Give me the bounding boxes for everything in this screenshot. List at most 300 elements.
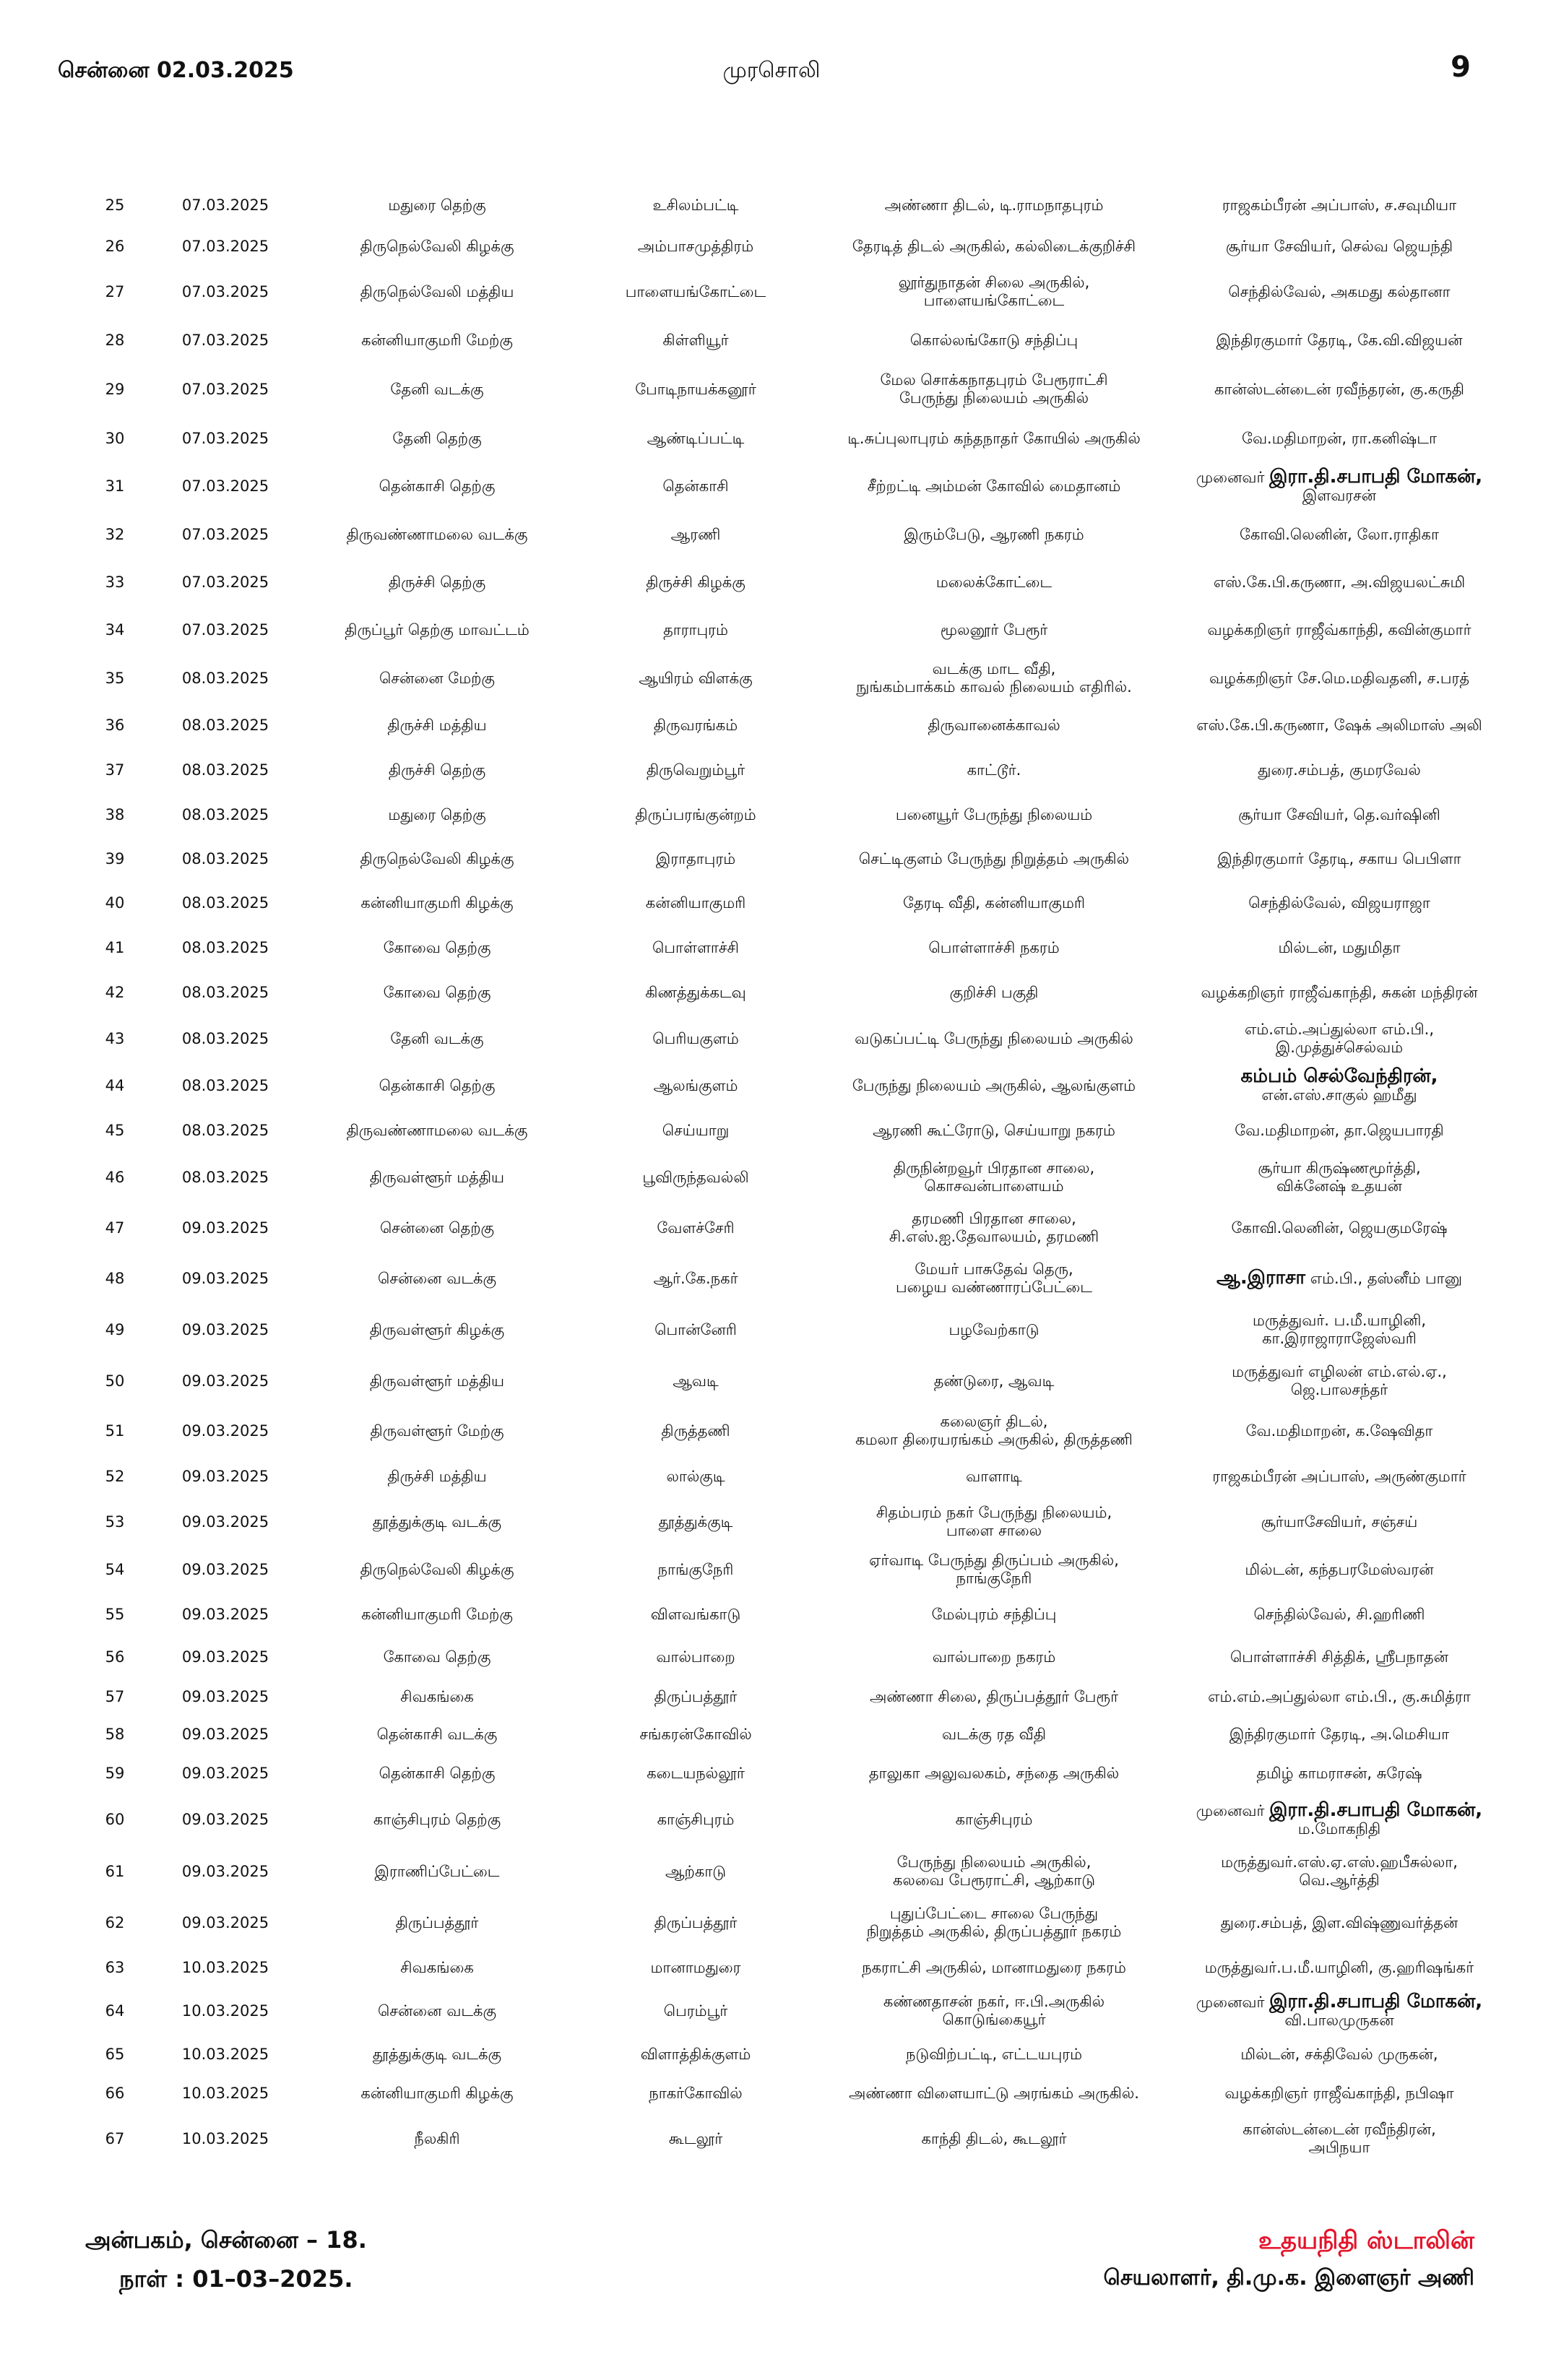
row-date: 07.03.2025 [181,196,269,214]
row-venue-line: மேல சொக்கநாதபுரம் பேரூராட்சி [880,371,1108,389]
row-speakers-line: வே.மதிமாறன், தா.ஜெயபாரதி [1235,1121,1444,1139]
row-district: திருநெல்வேலி மத்திய [360,282,514,300]
row-speakers-line: மில்டன், கந்தபரமேஸ்வரன் [1245,1560,1434,1578]
table-row [79,970,1508,1015]
row-number: 66 [105,2084,125,2102]
row-district: தென்காசி தெற்கு [379,1076,496,1094]
row-district: திருச்சி தெற்கு [388,573,486,591]
row-venue-line: சி.எஸ்.ஐ.தேவாலயம், தரமணி [889,1228,1099,1245]
row-speakers-line: சூர்யா கிருஷ்ணமூர்த்தி, [1258,1159,1421,1177]
table-row [79,606,1508,654]
row-venue [818,1063,1170,1109]
row-place: செய்யாறு [662,1121,730,1139]
row-speakers-line: வழக்கறிஞர் ராஜீவ்காந்தி, சுகன் மந்திரன் [1201,983,1478,1001]
row-date: 10.03.2025 [181,2045,269,2063]
row-venue [818,654,1170,703]
row-venue-line: இரும்பேடு, ஆரணி நகரம் [904,525,1084,543]
row-district: தேனி தெற்கு [392,429,482,447]
row-place: பொள்ளாச்சி [652,938,739,956]
row-speakers-line: ம.மோகநிதி [1297,1819,1381,1838]
table-row [79,1356,1508,1406]
row-venue-line: புதுப்பேட்டை சாலை பேருந்து [889,1905,1099,1922]
row-place: லால்குடி [666,1467,725,1485]
row-speakers-line: முனைவர் இரா.தி.சபாபதி மோகன், [1196,1990,1483,2012]
row-speakers-line: கான்ஸ்டன்டைன் ரவீந்தரன், கு.கருதி [1214,380,1464,398]
row-date: 07.03.2025 [181,620,269,639]
row-date: 10.03.2025 [181,2002,269,2020]
row-district: திருவள்ளூர் மத்திய [369,1372,505,1390]
row-speakers-line: கோவி.லெனின், ஜெயகுமரேஷ் [1231,1219,1448,1237]
table-row [79,226,1508,267]
row-place: விளவங்காடு [650,1605,741,1623]
row-place: தூத்துக்குடி [658,1513,733,1531]
table-row [79,1715,1508,1753]
table-row [79,1948,1508,1987]
row-date: 09.03.2025 [181,1269,269,1287]
row-place: போடிநாயக்கனூர் [635,380,756,398]
row-date: 08.03.2025 [181,1121,269,1139]
signatory-name: உதயநிதி ஸ்டாலின் [1258,2226,1474,2255]
row-venue-line: பேருந்து நிலையம் அருகில், ஆலங்குளம் [852,1076,1136,1094]
table-row [79,1987,1508,2035]
row-speakers [1170,1636,1508,1678]
row-place: நாங்குநேரி [657,1560,734,1578]
row-district: கன்னியாகுமரி கிழக்கு [360,2084,514,2102]
row-speakers-line: கம்பம் செல்வேந்திரன், [1240,1065,1438,1087]
row-district: கன்னியாகுமரி மேற்கு [361,1605,513,1623]
row-venue [818,2074,1170,2113]
row-speakers-line: கோவி.லெனின், லோ.ராதிகா [1240,525,1439,543]
table-row [79,703,1508,748]
row-speakers [1170,1253,1508,1304]
row-number: 27 [105,282,125,300]
row-date: 08.03.2025 [181,1029,269,1047]
row-district: சென்னை வடக்கு [377,1269,497,1287]
row-date: 07.03.2025 [181,477,269,495]
row-date: 07.03.2025 [181,573,269,591]
newspaper-name: முரசொலி [722,58,821,83]
row-place: கிணத்துக்கடவு [645,983,746,1001]
row-number: 36 [105,716,125,734]
row-number: 30 [105,429,125,447]
table-row [79,2113,1508,2165]
row-venue-line: லூர்துநாதன் சிலை அருகில், [898,274,1090,291]
row-speakers-line: எம்.எம்.அப்துல்லா எம்.பி., [1244,1021,1435,1038]
row-speakers [1170,1593,1508,1636]
row-place: திருத்தணி [661,1421,730,1440]
row-venue [818,462,1170,511]
row-number: 40 [105,893,125,912]
row-speakers-line: செந்தில்வேல், விஜயராஜா [1248,893,1430,912]
row-date: 09.03.2025 [181,1913,269,1931]
row-date: 10.03.2025 [181,2084,269,2102]
row-place: திருப்பத்தூர் [654,1913,738,1931]
row-venue-line: வால்பாறை நகரம் [932,1648,1056,1666]
row-district: சிவகங்கை [400,1687,474,1705]
row-date: 08.03.2025 [181,669,269,687]
row-district: தென்காசி தெற்கு [379,477,496,495]
row-date: 07.03.2025 [181,380,269,398]
row-number: 47 [105,1219,125,1237]
row-speakers-line: மருத்துவர்.எஸ்.ஏ.எஸ்.ஹபீசுல்லா, [1221,1853,1458,1871]
row-place: திருவரங்கம் [653,716,738,734]
row-venue-line: அண்ணா சிலை, திருப்பத்தூர் பேரூர் [869,1687,1119,1705]
row-venue-line: தாலுகா அலுவலகம், சந்தை அருகில் [868,1764,1120,1782]
row-speakers-line: மருத்துவர். ப.மீ.யாழினி, [1252,1312,1427,1329]
row-district: காஞ்சிபுரம் தெற்கு [373,1810,501,1828]
row-date: 09.03.2025 [181,1648,269,1666]
row-speakers [1170,1793,1508,1845]
row-venue-line: மேயர் பாசுதேவ் தெரு, [915,1260,1073,1278]
row-district: தூத்துக்குடி வடக்கு [372,1513,502,1531]
row-place: இராதாபுரம் [655,849,736,867]
row-venue [818,415,1170,462]
row-date: 09.03.2025 [181,1219,269,1237]
row-date: 08.03.2025 [181,1076,269,1094]
row-venue [818,792,1170,837]
row-date: 07.03.2025 [181,525,269,543]
row-venue [818,1793,1170,1845]
row-speakers-line: மில்டன், மதுமிதா [1278,938,1401,956]
row-number: 58 [105,1725,125,1743]
row-venue [818,1546,1170,1593]
row-speakers-line: மருத்துவர்.ப.மீ.யாழினி, கு.ஹரிஷங்கர் [1204,1958,1474,1976]
row-district: கன்னியாகுமரி கிழக்கு [360,893,514,912]
row-speakers [1170,363,1508,415]
row-number: 33 [105,573,125,591]
row-number: 46 [105,1168,125,1186]
row-venue [818,1636,1170,1678]
row-place: சங்கரன்கோவில் [639,1725,752,1743]
row-district: திருச்சி மத்திய [387,1467,487,1485]
row-venue-line: தேரடி வீதி, கன்னியாகுமரி [903,893,1085,912]
row-venue-line: ஆரணி கூட்ரோடு, செய்யாறு நகரம் [873,1121,1115,1139]
row-number: 48 [105,1269,125,1287]
row-speakers-line: பொள்ளாச்சி சித்திக், ஸ்ரீபநாதன் [1229,1648,1449,1666]
row-venue-line: வடக்கு ரத வீதி [942,1725,1046,1743]
row-date: 09.03.2025 [181,1687,269,1705]
row-venue [818,1304,1170,1356]
row-district: திருவள்ளூர் மேற்கு [370,1421,504,1440]
row-speakers [1170,1455,1508,1497]
row-place: ஆண்டிப்பட்டி [647,429,745,447]
row-place: திருச்சி கிழக்கு [646,573,745,591]
row-venue [818,1406,1170,1455]
table-row [79,1015,1508,1063]
table-row [79,1109,1508,1152]
row-district: சென்னை மேற்கு [379,669,495,687]
row-venue [818,703,1170,748]
row-venue-line: கொசவன்பாளையம் [924,1177,1064,1195]
row-speakers [1170,748,1508,792]
row-place: ஆவடி [673,1372,719,1390]
table-row [79,1845,1508,1897]
row-speakers [1170,1356,1508,1406]
row-speakers-line: வி.பாலமுருகன் [1284,2011,1394,2029]
footer-address: அன்பகம், சென்னை – 18. [85,2226,367,2254]
row-venue [818,925,1170,970]
row-venue [818,1897,1170,1948]
row-number: 59 [105,1764,125,1782]
row-number: 50 [105,1372,125,1390]
row-number: 32 [105,525,125,543]
row-venue [818,2035,1170,2074]
row-date: 07.03.2025 [181,429,269,447]
row-speakers-line: வெ.ஆர்த்தி [1299,1871,1380,1889]
table-row [79,1546,1508,1593]
row-venue-line: நகராட்சி அருகில், மானாமதுரை நகரம் [862,1958,1126,1976]
table-row [79,1455,1508,1497]
row-speakers [1170,703,1508,748]
row-speakers [1170,925,1508,970]
table-row [79,267,1508,317]
row-date: 08.03.2025 [181,893,269,912]
row-venue [818,2113,1170,2165]
signatory-title: செயலாளர், தி.மு.க. இளைஞர் அணி [1103,2265,1474,2290]
row-venue [818,511,1170,558]
row-speakers [1170,1678,1508,1715]
row-venue [818,1152,1170,1203]
row-date: 09.03.2025 [181,1372,269,1390]
row-speakers [1170,792,1508,837]
row-place: பூவிருந்தவல்லி [642,1168,749,1186]
row-district: மதுரை தெற்கு [388,196,486,214]
row-speakers [1170,317,1508,363]
table-row [79,748,1508,792]
table-row [79,880,1508,925]
row-speakers [1170,1304,1508,1356]
row-speakers-line: வே.மதிமாறன், க.ஷேவிதா [1245,1421,1433,1440]
row-number: 45 [105,1121,125,1139]
row-venue-line: காட்டூர். [967,761,1021,779]
row-number: 44 [105,1076,125,1094]
row-place: பெரம்பூர் [663,2002,728,2020]
row-number: 55 [105,1605,125,1623]
row-speakers [1170,880,1508,925]
row-venue [818,837,1170,880]
row-speakers-line: இந்திரகுமார் தேரடி, சகாய பெபிளா [1217,849,1461,867]
row-speakers-line: சூர்யா சேவியர், தெ.வர்ஷினி [1238,805,1440,823]
row-speakers-line: முனைவர் இரா.தி.சபாபதி மோகன், [1196,1799,1483,1821]
table-row [79,1793,1508,1845]
row-place: அம்பாசமுத்திரம் [637,237,754,255]
row-place: உசிலம்பட்டி [652,196,739,214]
row-speakers [1170,511,1508,558]
row-district: திருப்பூர் தெற்கு மாவட்டம் [345,620,530,639]
row-speakers [1170,1753,1508,1793]
row-speakers-line: முனைவர் இரா.தி.சபாபதி மோகன், [1196,465,1483,488]
row-number: 37 [105,761,125,779]
row-venue-line: கொல்லங்கோடு சந்திப்பு [909,331,1079,349]
table-row [79,462,1508,511]
table-row [79,1636,1508,1678]
page-number: 9 [1451,51,1471,84]
row-venue-line: வடக்கு மாட வீதி, [932,660,1056,678]
row-number: 25 [105,196,125,214]
row-date: 09.03.2025 [181,1810,269,1828]
row-speakers [1170,1152,1508,1203]
row-venue-line: தேரடித் திடல் அருகில், கல்லிடைக்குறிச்சி [852,237,1136,255]
row-district: திருநெல்வேலி கிழக்கு [360,1560,514,1578]
row-speakers [1170,184,1508,226]
row-district: கோவை தெற்கு [383,983,491,1001]
row-speakers-line: செந்தில்வேல், அகமது கல்தானா [1228,282,1451,300]
row-date: 09.03.2025 [181,1320,269,1338]
row-venue [818,1497,1170,1546]
row-venue-line: மலைக்கோட்டை [935,573,1053,591]
row-venue-line: காஞ்சிபுரம் [955,1810,1033,1828]
row-number: 67 [105,2129,125,2147]
row-speakers-line: இந்திரகுமார் தேரடி, அ.மெசியா [1229,1725,1450,1743]
row-district: திருச்சி தெற்கு [388,761,486,779]
row-speakers-line: அபிநயா [1308,2139,1370,2156]
row-speakers-line: ஜெ.பாலசந்தர் [1290,1381,1388,1398]
row-date: 09.03.2025 [181,1467,269,1485]
row-district: மதுரை தெற்கு [388,805,486,823]
table-row [79,1203,1508,1253]
row-venue-line: பேருந்து நிலையம் அருகில், [896,1853,1092,1871]
row-venue-line: நடுவிற்பட்டி, எட்டயபுரம் [905,2045,1082,2063]
row-date: 07.03.2025 [181,331,269,349]
row-date: 09.03.2025 [181,1862,269,1880]
row-venue [818,1253,1170,1304]
row-venue-line: நுங்கம்பாக்கம் காவல் நிலையம் எதிரில். [856,678,1132,696]
row-venue-line: பொள்ளாச்சி நகரம் [928,938,1060,956]
row-venue [818,1593,1170,1636]
row-district: திருவள்ளூர் மத்திய [369,1168,505,1186]
row-speakers-line: ஆ.இராசா எம்.பி., தஸ்னீம் பானு [1216,1267,1462,1289]
row-venue [818,1455,1170,1497]
row-place: கடையநல்லூர் [647,1764,745,1782]
row-place: பாளையங்கோட்டை [625,282,766,300]
row-speakers-line: செந்தில்வேல், சி.ஹரிணி [1253,1605,1425,1623]
row-speakers-line: கா.இராஜாராஜேஸ்வரி [1262,1330,1417,1347]
row-speakers [1170,970,1508,1015]
table-row [79,654,1508,703]
row-number: 43 [105,1029,125,1047]
row-speakers [1170,2035,1508,2074]
row-venue-line: வாளாடி [966,1467,1022,1485]
table-row [79,1593,1508,1636]
row-district: தேனி வடக்கு [390,1029,484,1047]
row-place: தென்காசி [662,477,729,495]
row-venue [818,1845,1170,1897]
row-speakers-line: துரை.சம்பத், இள.விஷ்ணுவர்த்தன் [1220,1913,1458,1931]
row-district: சென்னை தெற்கு [379,1219,495,1237]
row-venue [818,1987,1170,2035]
row-speakers [1170,1063,1508,1109]
table-row [79,511,1508,558]
row-number: 49 [105,1320,125,1338]
row-number: 34 [105,620,125,639]
row-speakers [1170,2113,1508,2165]
row-number: 26 [105,237,125,255]
row-speakers [1170,1497,1508,1546]
row-speakers [1170,226,1508,267]
row-number: 38 [105,805,125,823]
row-number: 28 [105,331,125,349]
row-place: தாராபுரம் [663,620,728,639]
table-row [79,1063,1508,1109]
row-number: 65 [105,2045,125,2063]
table-row [79,558,1508,606]
row-number: 41 [105,938,125,956]
row-venue-line: கண்ணதாசன் நகர், ஈ.பி.அருகில் [883,1993,1105,2010]
row-speakers-line: ராஜகம்பீரன் அப்பாஸ், அருண்குமார் [1212,1467,1466,1485]
row-date: 10.03.2025 [181,2129,269,2147]
table-row [79,1304,1508,1356]
row-number: 53 [105,1513,125,1531]
row-district: சிவகங்கை [400,1958,474,1976]
row-place: திருவெறும்பூர் [646,761,745,779]
row-venue-line: சீற்றட்டி அம்மன் கோவில் மைதானம் [867,477,1121,495]
table-row [79,317,1508,363]
row-place: காஞ்சிபுரம் [657,1810,735,1828]
row-date: 09.03.2025 [181,1725,269,1743]
row-place: மானாமதுரை [650,1958,741,1976]
row-venue-line: தண்டுரை, ஆவடி [933,1372,1055,1390]
row-speakers [1170,1987,1508,2035]
row-district: திருச்சி மத்திய [387,716,487,734]
row-number: 64 [105,2002,125,2020]
row-speakers-line: ராஜகம்பீரன் அப்பாஸ், ச.சவுமியா [1222,196,1457,214]
row-venue-line: பாளை சாலை [946,1522,1042,1539]
row-speakers [1170,1406,1508,1455]
row-speakers-line: இந்திரகுமார் தேரடி, கே.வி.விஜயன் [1216,331,1463,349]
row-venue-line: கலைஞர் திடல், [940,1413,1048,1430]
row-district: தூத்துக்குடி வடக்கு [372,2045,502,2063]
row-venue-line: கலவை பேரூராட்சி, ஆற்காடு [892,1871,1096,1889]
row-date: 09.03.2025 [181,1513,269,1531]
row-venue [818,606,1170,654]
row-speakers-line: வழக்கறிஞர் ராஜீவ்காந்தி, நபிஷா [1224,2084,1454,2102]
row-venue-line: பனையூர் பேருந்து நிலையம் [895,805,1093,823]
header-date: சென்னை 02.03.2025 [58,58,294,83]
row-speakers-line: சூர்யாசேவியர், சஞ்சய் [1261,1513,1418,1531]
row-venue-line: மேல்புரம் சந்திப்பு [931,1605,1057,1623]
row-district: திருவண்ணாமலை வடக்கு [346,1121,528,1139]
row-speakers [1170,1715,1508,1753]
row-speakers-line: துரை.சம்பத், குமரவேல் [1258,761,1421,779]
row-speakers [1170,1845,1508,1897]
row-speakers-line: இளவரசன் [1302,486,1377,504]
row-venue [818,970,1170,1015]
table-row [79,1152,1508,1203]
table-row [79,363,1508,415]
row-venue-line: நிறுத்தம் அருகில், திருப்பத்தூர் நகரம் [866,1923,1122,1940]
row-district: இராணிப்பேட்டை [374,1862,500,1880]
row-speakers [1170,1948,1508,1987]
row-number: 61 [105,1862,125,1880]
row-venue [818,226,1170,267]
row-venue-line: பாளையங்கோட்டை [923,292,1065,309]
row-venue-line: மூலனூர் பேரூர் [940,620,1048,639]
row-speakers [1170,837,1508,880]
row-district: தேனி வடக்கு [390,380,484,398]
row-speakers [1170,558,1508,606]
table-row [79,1753,1508,1793]
row-venue [818,748,1170,792]
row-venue [818,1715,1170,1753]
row-number: 63 [105,1958,125,1976]
row-venue [818,317,1170,363]
row-speakers [1170,1897,1508,1948]
row-speakers-line: எஸ்.கே.பி.கருணா, ஷேக் அலிமாஸ் அலி [1196,716,1482,734]
row-venue-line: பேருந்து நிலையம் அருகில் [899,389,1089,407]
row-number: 62 [105,1913,125,1931]
row-venue-line: திருநின்றவூர் பிரதான சாலை, [893,1159,1095,1177]
table-row [79,184,1508,226]
